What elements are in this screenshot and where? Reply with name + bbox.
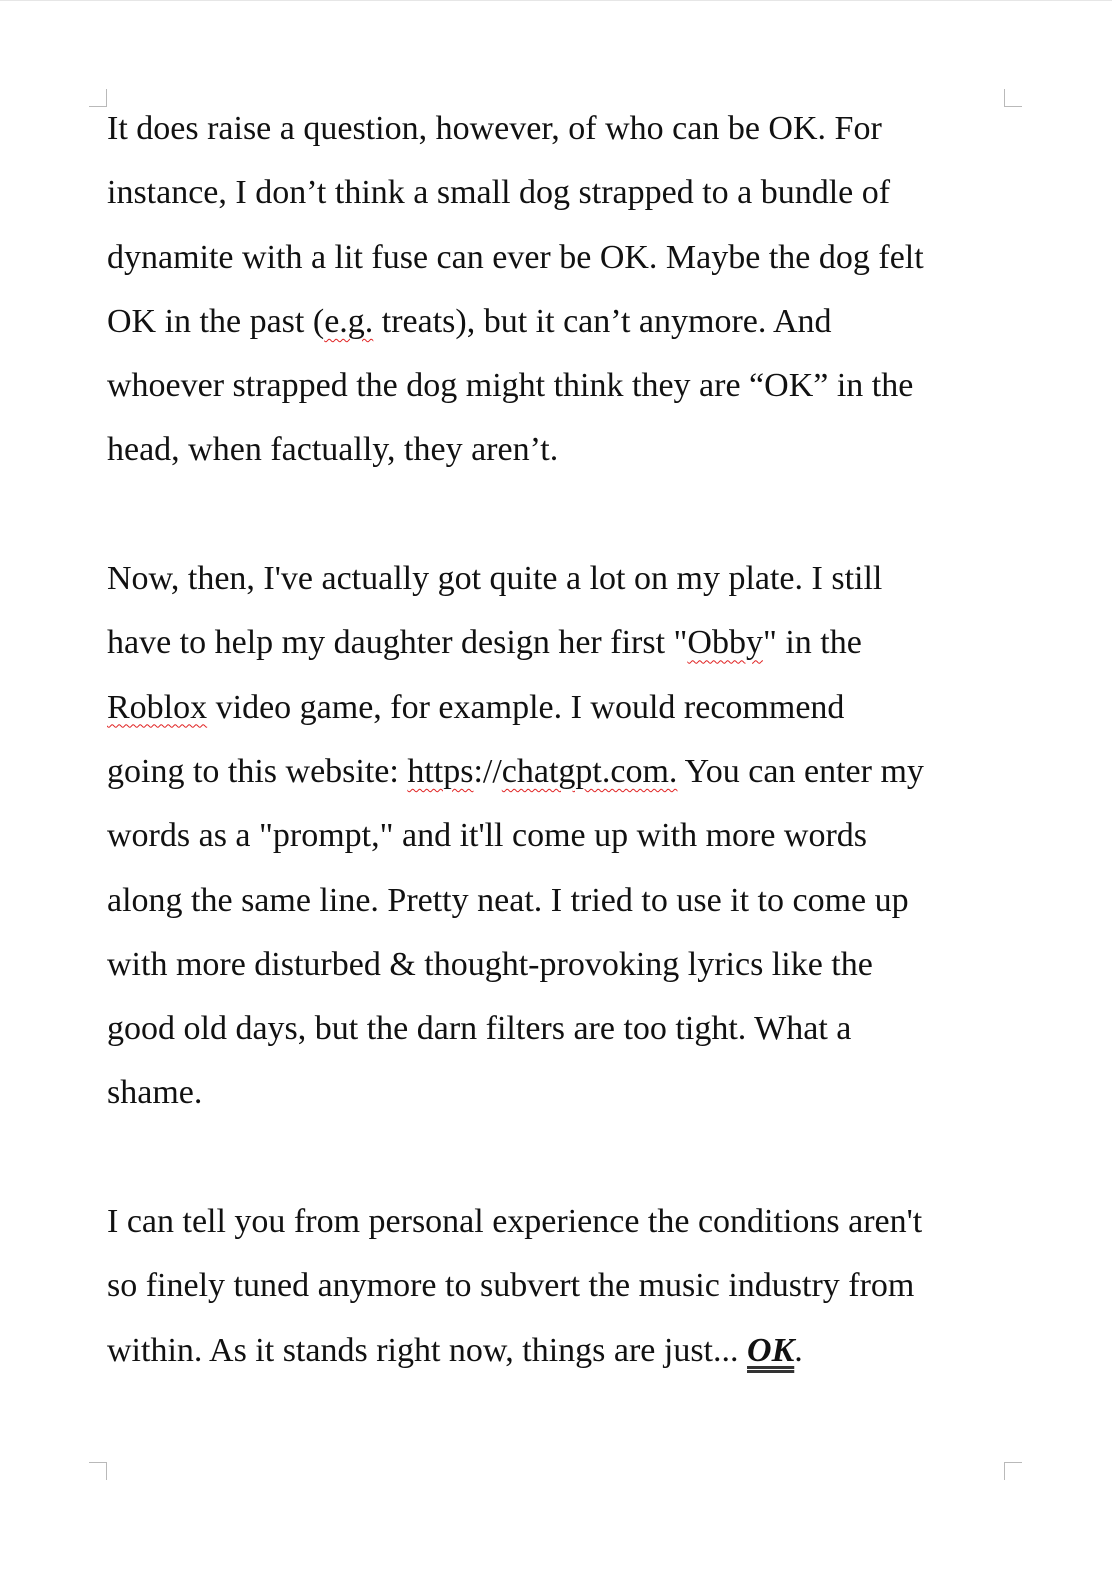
text-run: with more disturbed & thought-provoking lyrics like the bbox=[107, 945, 873, 983]
text-run: along the same line. Pretty neat. I tried to use it to come up bbox=[107, 881, 909, 919]
document-body[interactable] bbox=[107, 97, 1007, 1383]
text-line bbox=[107, 226, 1007, 290]
text-run: have to help my daughter design her first " bbox=[107, 624, 688, 662]
margin-corner-bottom-left bbox=[89, 1462, 107, 1480]
text-line bbox=[107, 290, 1007, 354]
text-run: . bbox=[794, 1331, 803, 1369]
text-run: It does raise a question, however, of who can be OK. For bbox=[107, 110, 882, 147]
spellcheck-flagged-word: e.g. bbox=[324, 302, 374, 340]
text-line bbox=[107, 1319, 1007, 1383]
paragraph bbox=[107, 1190, 1007, 1383]
text-run: shame. bbox=[107, 1074, 203, 1112]
text-run: instance, I don’t think a small dog strapped to a bundle of bbox=[107, 174, 891, 212]
text-run: head, when factually, they aren’t. bbox=[107, 431, 559, 469]
margin-corner-bottom-right bbox=[1004, 1462, 1022, 1480]
text-line bbox=[107, 676, 1007, 740]
text-run: " in the bbox=[762, 624, 862, 662]
text-run: I can tell you from personal experience the conditions aren't bbox=[107, 1203, 923, 1241]
text-line bbox=[107, 97, 1007, 161]
text-line bbox=[107, 547, 1007, 611]
text-run: dynamite with a lit fuse can ever be OK. Maybe the dog felt bbox=[107, 238, 924, 276]
text-line bbox=[107, 1254, 1007, 1318]
text-line bbox=[107, 869, 1007, 933]
paragraph-spacer bbox=[107, 1126, 1007, 1190]
text-run: treats), but it can’t anymore. And bbox=[373, 302, 832, 340]
text-line bbox=[107, 418, 1007, 482]
text-run: whoever strapped the dog might think they are “OK” in the bbox=[107, 367, 914, 405]
text-run: video game, for example. I would recommend bbox=[207, 688, 845, 726]
paragraph bbox=[107, 97, 1007, 483]
text-run: words as a "prompt," and it'll come up with more words bbox=[107, 817, 868, 855]
text-line bbox=[107, 161, 1007, 225]
text-line bbox=[107, 354, 1007, 418]
spellcheck-flagged-word: https bbox=[407, 752, 474, 790]
text-line bbox=[107, 1190, 1007, 1254]
spellcheck-flagged-word: Obby bbox=[687, 624, 763, 662]
paragraph-spacer bbox=[107, 483, 1007, 547]
paragraph bbox=[107, 547, 1007, 1126]
text-run: good old days, but the darn filters are too tight. What a bbox=[107, 1010, 852, 1048]
text-line bbox=[107, 740, 1007, 804]
margin-corner-top-left bbox=[89, 89, 107, 107]
text-line bbox=[107, 804, 1007, 868]
spellcheck-flagged-word: Roblox bbox=[107, 688, 208, 726]
text-line bbox=[107, 997, 1007, 1061]
text-run: going to this website: bbox=[107, 752, 408, 790]
text-run: so finely tuned anymore to subvert the music industry from bbox=[107, 1267, 915, 1305]
text-run: You can enter my bbox=[677, 752, 924, 790]
spellcheck-flagged-word: chatgpt.com. bbox=[501, 752, 678, 790]
text-line bbox=[107, 933, 1007, 997]
emphasized-word: OK bbox=[747, 1331, 795, 1369]
text-run: :// bbox=[473, 752, 502, 790]
text-run: Now, then, I've actually got quite a lot on my plate. I still bbox=[107, 560, 883, 598]
text-line bbox=[107, 1061, 1007, 1125]
text-run: OK in the past ( bbox=[107, 302, 325, 340]
text-line bbox=[107, 611, 1007, 675]
text-run: within. As it stands right now, things are just... bbox=[107, 1331, 748, 1369]
